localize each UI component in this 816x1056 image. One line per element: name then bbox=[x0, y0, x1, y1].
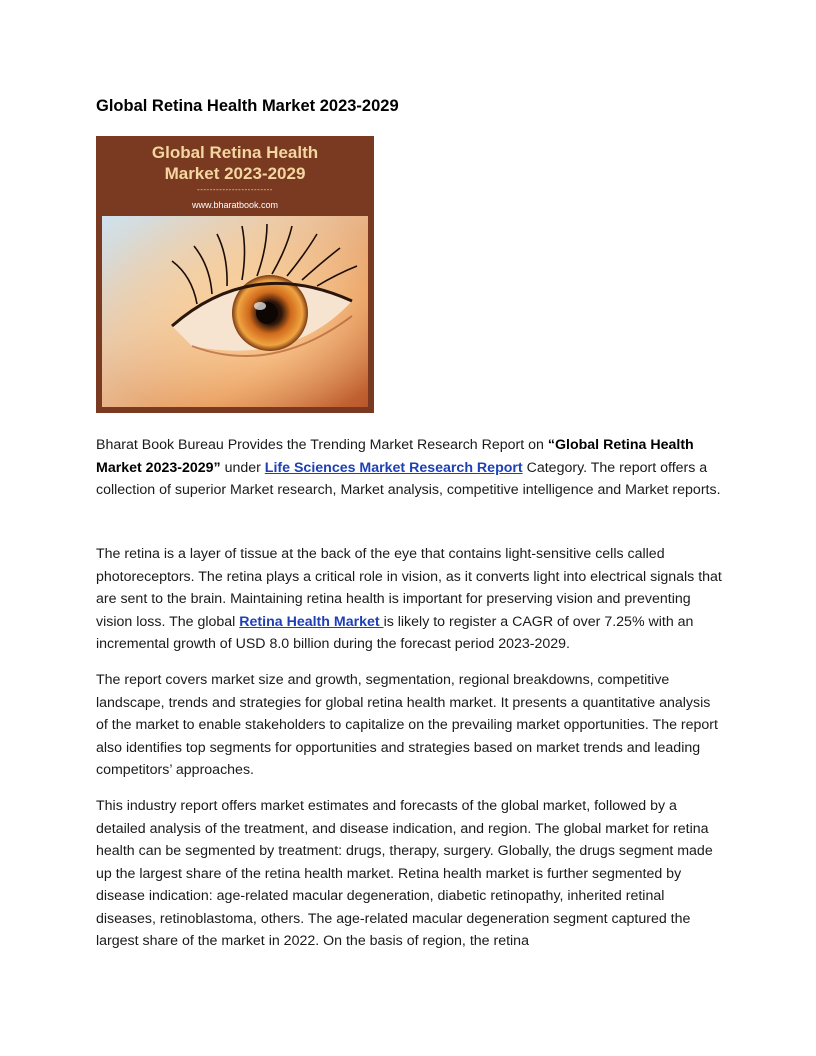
eye-photo-icon bbox=[102, 216, 368, 407]
report-banner-image bbox=[96, 136, 374, 413]
intro-text-3: Category. The report offers a collection of superior Market research, Market analysis, competitive intelligence and Market reports. bbox=[96, 459, 721, 498]
intro-paragraph bbox=[96, 434, 726, 502]
banner-title bbox=[96, 142, 374, 184]
banner-title-line2: Market 2023-2029 bbox=[164, 164, 306, 183]
intro-text-1: Bharat Book Bureau Provides the Trending Market Research Report on bbox=[96, 437, 548, 453]
segmentation-paragraph: This industry report offers market estimates and forecasts of the global market, followed by a detailed analysis of the treatment, and disease indication, and region. The global market for retina health can be segmented by treatment: drugs, therapy, surgery. Globally, the drugs segment made up the largest share of the retina health market. Retina health market is further segmented by disease indication: age-related macular degeneration, diabetic retinopathy, inherited retinal diseases, retinoblastoma, others. The age-related macular degeneration segment captured the largest share of the market in 2022. On the basis of region, the retina bbox=[96, 798, 713, 949]
report-name-bold: “Global Retina Health Market 2023-2029” bbox=[96, 437, 694, 476]
overview-text-1: The retina is a layer of tissue at the back of the eye that contains light-sensitive cells called photoreceptors. The retina plays a critical role in vision, as it converts light into electrical signals that are sent to the brain. Maintaining retina health is important for preserving vision and preventing vision loss. The global bbox=[96, 546, 722, 630]
intro-text-2: under bbox=[220, 459, 265, 476]
retina-health-market-link[interactable]: Retina Health Market bbox=[239, 613, 384, 630]
banner-url: www.bharatbook.com bbox=[191, 200, 279, 210]
banner-divider: ------------------------ bbox=[197, 185, 273, 194]
banner-title-line1: Global Retina Health bbox=[151, 143, 319, 162]
report-coverage-paragraph: The report covers market size and growth, segmentation, regional breakdowns, competitive landscape, trends and strategies for global retina health market. It presents a quantitative analysis of the market to enable stakeholders to capitalize on the prevailing market opportunities. The report also identifies top segments for opportunities and strategies based on market trends and leading competitors’ approaches. bbox=[96, 672, 718, 778]
life-sciences-report-link[interactable]: Life Sciences Market Research Report bbox=[264, 459, 523, 476]
retina-overview-paragraph bbox=[96, 543, 726, 656]
overview-text-2: is likely to register a CAGR of over 7.25% with an incremental growth of USD 8.0 billion during the forecast period 2023-2029. bbox=[96, 613, 694, 652]
document-title: Global Retina Health Market 2023-2029 bbox=[96, 97, 399, 115]
